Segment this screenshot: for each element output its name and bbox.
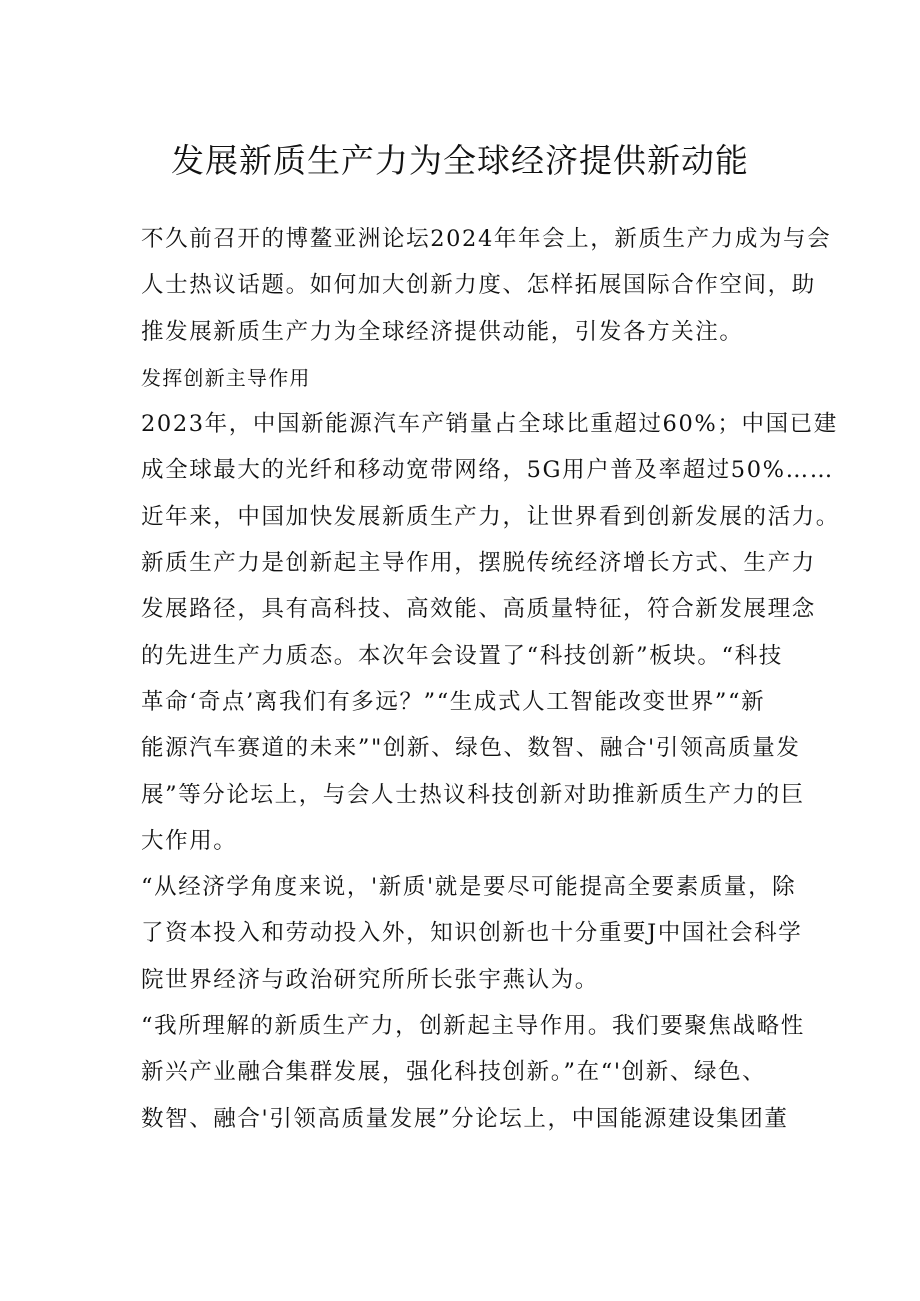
document-title: 发展新质生产力为全球经济提供新动能 [171, 141, 749, 180]
paragraph-line: 发展路径，具有高科技、高效能、高质量特征，符合新发展理念 [141, 596, 816, 623]
paragraph-line: 大作用。 [141, 827, 238, 854]
paragraph-line: “从经济学角度来说，'新质'就是要尽可能提高全要素质量，除 [141, 874, 797, 901]
paragraph-line: 不久前召开的博鳌亚洲论坛2024年年会上，新质生产力成为与会 [141, 226, 832, 252]
paragraph-line: 近年来，中国加快发展新质生产力，让世界看到创新发展的活力。 [141, 503, 840, 530]
section-heading: 发挥创新主导作用 [141, 365, 311, 390]
paragraph-line: 数智、融合'引领高质量发展”分论坛上，中国能源建设集团董 [141, 1105, 789, 1132]
paragraph-line: 新兴产业融合集群发展，强化科技创新。”在“'创新、绿色、 [141, 1059, 767, 1086]
paragraph-line: 院世界经济与政治研究所所长张宇燕认为。 [141, 966, 599, 993]
paragraph-line: 的先进生产力质态。本次年会设置了“科技创新”板块。“科技 [141, 642, 783, 669]
paragraph-line: “我所理解的新质生产力，创新起主导作用。我们要聚焦战略性 [141, 1013, 805, 1040]
paragraph-line: 革命‘奇点’离我们有多远？”“生成式人工智能改变世界”“新 [141, 688, 766, 715]
paragraph-line: 新质生产力是创新起主导作用，摆脱传统经济增长方式、生产力 [141, 550, 816, 577]
document-body [141, 216, 840, 1142]
paragraph-line: 成全球最大的光纤和移动宽带网络，5G用户普及率超过50%…… [141, 457, 834, 484]
paragraph-line: 推发展新质生产力为全球经济提供动能，引发各方关注。 [141, 318, 744, 345]
paragraph-line: 人士热议话题。如何加大创新力度、怎样拓展国际合作空间，助 [141, 272, 816, 299]
paragraph-line: 2023年，中国新能源汽车产销量占全球比重超过60%；中国已建 [141, 411, 838, 438]
paragraph-line: 了资本投入和劳动投入外，知识创新也十分重要J中国社会科学 [141, 920, 803, 947]
paragraph-line: 展”等分论坛上，与会人士热议科技创新对助推新质生产力的巨 [141, 781, 805, 808]
paragraph-line: 能源汽车赛道的未来”"创新、绿色、数智、融合'引领高质量发 [141, 735, 801, 762]
